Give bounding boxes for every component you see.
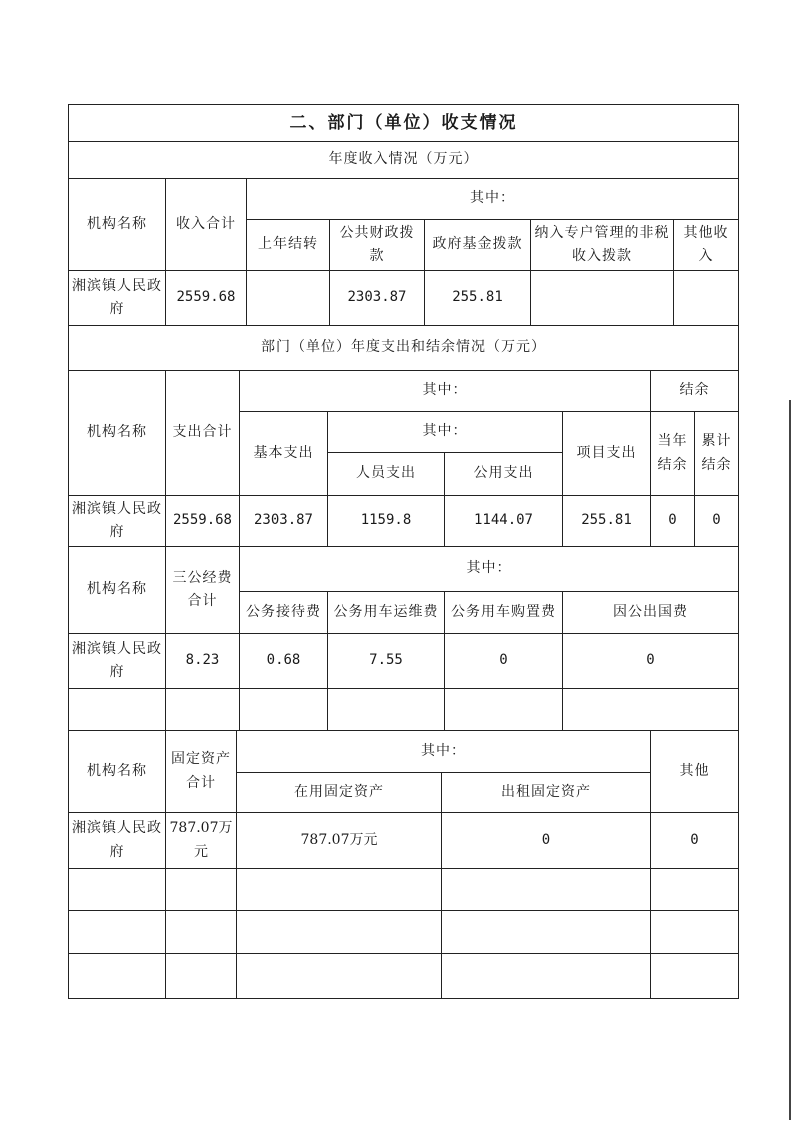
expense-row-current-surplus: 0 <box>651 496 694 546</box>
fixed-assets-empty-in-use <box>237 869 441 910</box>
income-caption: 年度收入情况（万元） <box>69 142 738 178</box>
income-header-carryover: 上年结转 <box>247 220 329 270</box>
three-public-row-total: 8.23 <box>166 634 239 688</box>
expense-row-basic: 2303.87 <box>240 496 327 546</box>
income-row-nontax <box>531 271 673 325</box>
fixed-assets-header-other: 其他 <box>651 731 738 812</box>
fixed-assets-row-in-use: 787.07万元 <box>237 813 441 868</box>
three-public-row-abroad: 0 <box>563 634 738 688</box>
expense-header-cumulative-surplus: 累计结余 <box>695 412 738 495</box>
expense-header-current-surplus: 当年结余 <box>651 412 694 495</box>
fixed-assets-empty-total <box>166 911 236 953</box>
expense-header-org: 机构名称 <box>69 371 165 495</box>
three-public-empty-vehicle-maint <box>328 689 444 730</box>
fixed-assets-empty-total <box>166 954 236 998</box>
income-row-carryover <box>247 271 329 325</box>
income-row-total: 2559.68 <box>166 271 246 325</box>
expense-row-personnel: 1159.8 <box>328 496 444 546</box>
income-header-total: 收入合计 <box>166 179 246 270</box>
fixed-assets-header-total: 固定资产合计 <box>166 731 236 812</box>
expense-caption: 部门（单位）年度支出和结余情况（万元） <box>69 326 738 370</box>
fixed-assets-empty-leased <box>442 954 650 998</box>
fixed-assets-empty-other <box>651 954 738 998</box>
expense-header-public-use: 公用支出 <box>445 453 562 495</box>
fixed-assets-row-org: 湘滨镇人民政府 <box>69 813 165 868</box>
fixed-assets-empty-in-use <box>237 911 441 953</box>
fixed-assets-empty-org <box>69 869 165 910</box>
income-header-gov-fund: 政府基金拨款 <box>425 220 530 270</box>
expense-header-of-which2: 其中： <box>328 412 562 452</box>
three-public-header-total: 三公经费合计 <box>166 547 239 633</box>
fixed-assets-header-leased: 出租固定资产 <box>442 773 650 812</box>
three-public-empty-abroad <box>563 689 738 730</box>
fixed-assets-header-org: 机构名称 <box>69 731 165 812</box>
income-header-public-finance: 公共财政拨款 <box>330 220 424 270</box>
fixed-assets-empty-in-use <box>237 954 441 998</box>
income-header-of-which: 其中： <box>247 179 738 219</box>
fixed-assets-empty-total <box>166 869 236 910</box>
income-header-other: 其他收入 <box>674 220 738 270</box>
expense-header-personnel: 人员支出 <box>328 453 444 495</box>
page-title: 二、部门（单位）收支情况 <box>69 105 738 141</box>
expense-row-public-use: 1144.07 <box>445 496 562 546</box>
income-row-other <box>674 271 738 325</box>
income-header-nontax: 纳入专户管理的非税收入拨款 <box>531 220 673 270</box>
fixed-assets-row-total: 787.07万元 <box>166 813 236 868</box>
three-public-row-vehicle-maint: 7.55 <box>328 634 444 688</box>
fixed-assets-empty-org <box>69 911 165 953</box>
expense-header-basic: 基本支出 <box>240 412 327 495</box>
expense-row-project: 255.81 <box>563 496 650 546</box>
three-public-row-org: 湘滨镇人民政府 <box>69 634 165 688</box>
three-public-header-vehicle-maint: 公务用车运维费 <box>328 592 444 633</box>
fixed-assets-header-of-which: 其中： <box>237 731 650 772</box>
income-row-gov-fund: 255.81 <box>425 271 530 325</box>
scan-edge-line <box>789 400 791 1120</box>
fixed-assets-row-leased: 0 <box>442 813 650 868</box>
three-public-header-vehicle-purchase: 公务用车购置费 <box>445 592 562 633</box>
three-public-row-reception: 0.68 <box>240 634 327 688</box>
fixed-assets-empty-other <box>651 911 738 953</box>
expense-header-total: 支出合计 <box>166 371 239 495</box>
expense-header-of-which: 其中： <box>240 371 650 411</box>
fixed-assets-empty-other <box>651 869 738 910</box>
three-public-empty-total <box>166 689 239 730</box>
expense-header-project: 项目支出 <box>563 412 650 495</box>
fixed-assets-header-in-use: 在用固定资产 <box>237 773 441 812</box>
fixed-assets-empty-leased <box>442 911 650 953</box>
income-row-org: 湘滨镇人民政府 <box>69 271 165 325</box>
fixed-assets-empty-leased <box>442 869 650 910</box>
three-public-empty-org <box>69 689 165 730</box>
income-header-org: 机构名称 <box>69 179 165 270</box>
expense-row-org: 湘滨镇人民政府 <box>69 496 165 546</box>
fixed-assets-empty-org <box>69 954 165 998</box>
expense-row-cumulative-surplus: 0 <box>695 496 738 546</box>
three-public-header-org: 机构名称 <box>69 547 165 633</box>
three-public-header-abroad: 因公出国费 <box>563 592 738 633</box>
three-public-header-reception: 公务接待费 <box>240 592 327 633</box>
fixed-assets-row-other: 0 <box>651 813 738 868</box>
three-public-empty-vehicle-purchase <box>445 689 562 730</box>
three-public-empty-reception <box>240 689 327 730</box>
three-public-row-vehicle-purchase: 0 <box>445 634 562 688</box>
income-row-public-finance: 2303.87 <box>330 271 424 325</box>
three-public-header-of-which: 其中： <box>240 547 738 591</box>
expense-row-total: 2559.68 <box>166 496 239 546</box>
expense-header-surplus: 结余 <box>651 371 738 411</box>
